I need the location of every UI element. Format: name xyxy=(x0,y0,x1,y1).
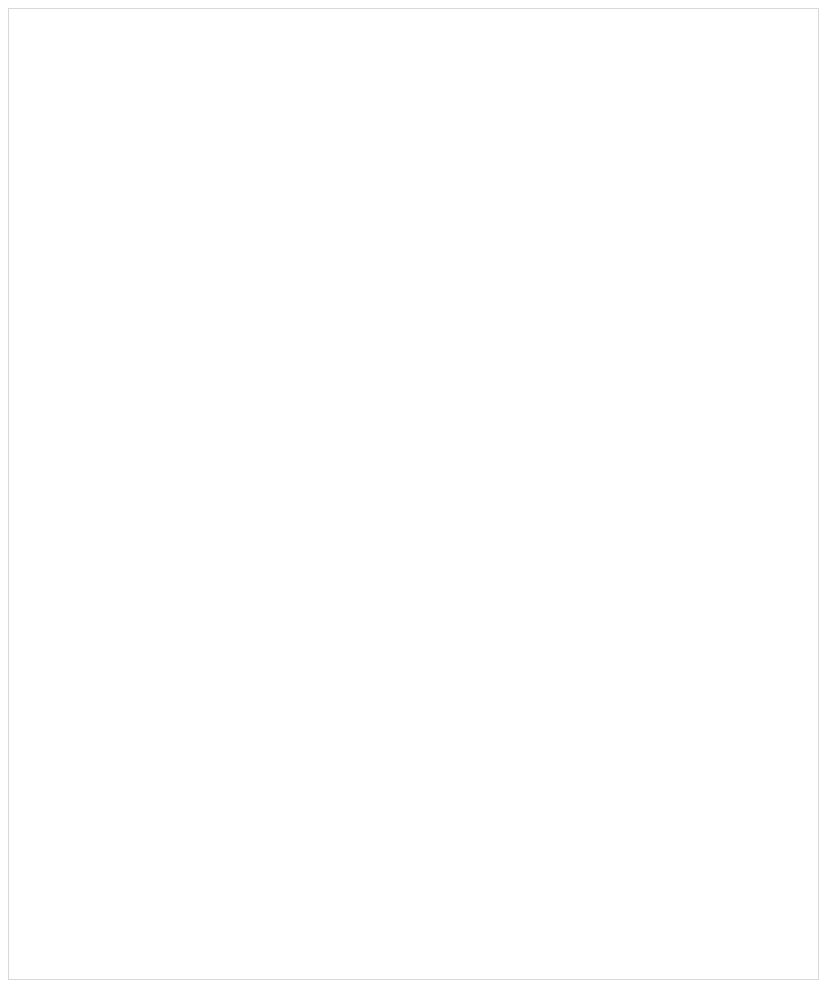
price-table-frame xyxy=(8,8,819,980)
